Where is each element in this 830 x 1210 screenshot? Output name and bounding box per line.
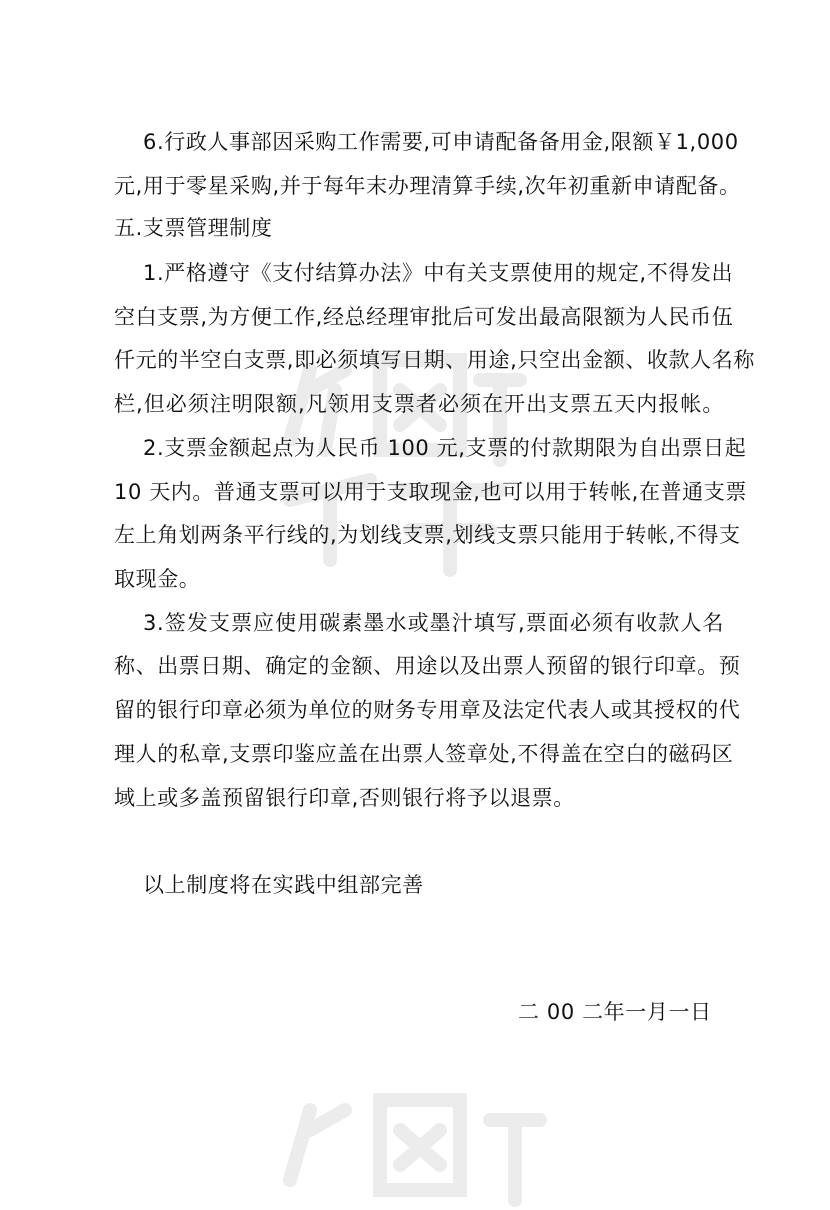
document-date: 二 00 二年一月一日: [518, 1000, 712, 1024]
item-1-line-3: 仟元的半空白支票,即必须填写日期、用途,只空出金额、收款人名称: [114, 348, 755, 372]
item-1-line-4: 栏,但必须注明限额,凡领用支票者必须在开出支票五天内报帐。: [114, 392, 724, 416]
closing-statement: 以上制度将在实践中组部完善: [143, 873, 424, 897]
item-3-line-5: 域上或多盖预留银行印章,否则银行将予以退票。: [114, 786, 575, 810]
paragraph-6-line-1: 6.行政人事部因采购工作需要,可申请配备备用金,限额￥1,000: [143, 130, 739, 154]
item-2-line-2: 10 天内。普通支票可以用于支取现金,也可以用于转帐,在普通支票: [114, 480, 747, 504]
item-2-line-1: 2.支票金额起点为人民币 100 元,支票的付款期限为自出票日起: [143, 436, 747, 460]
item-3-line-4: 理人的私章,支票印鉴应盖在出票人签章处,不得盖在空白的磁码区: [114, 742, 734, 766]
item-3-line-1: 3.签发支票应使用碳素墨水或墨汁填写,票面必须有收款人名: [143, 611, 724, 635]
item-2-line-3: 左上角划两条平行线的,为划线支票,划线支票只能用于转帐,不得支: [114, 523, 741, 547]
section-heading: 五.支票管理制度: [114, 216, 273, 240]
item-3-line-3: 留的银行印章必须为单位的财务专用章及法定代表人或其授权的代: [114, 698, 741, 722]
item-1-line-1: 1.严格遵守《支付结算办法》中有关支票使用的规定,不得发出: [143, 261, 734, 285]
item-2-line-4: 取现金。: [114, 567, 201, 591]
paragraph-6-line-2: 元,用于零星采购,并于每年末办理清算手续,次年初重新申请配备。: [114, 174, 741, 198]
item-1-line-2: 空白支票,为方便工作,经总经理审批后可发出最高限额为人民币伍: [114, 305, 734, 329]
item-3-line-2: 称、出票日期、确定的金额、用途以及出票人预留的银行印章。预: [114, 654, 741, 678]
